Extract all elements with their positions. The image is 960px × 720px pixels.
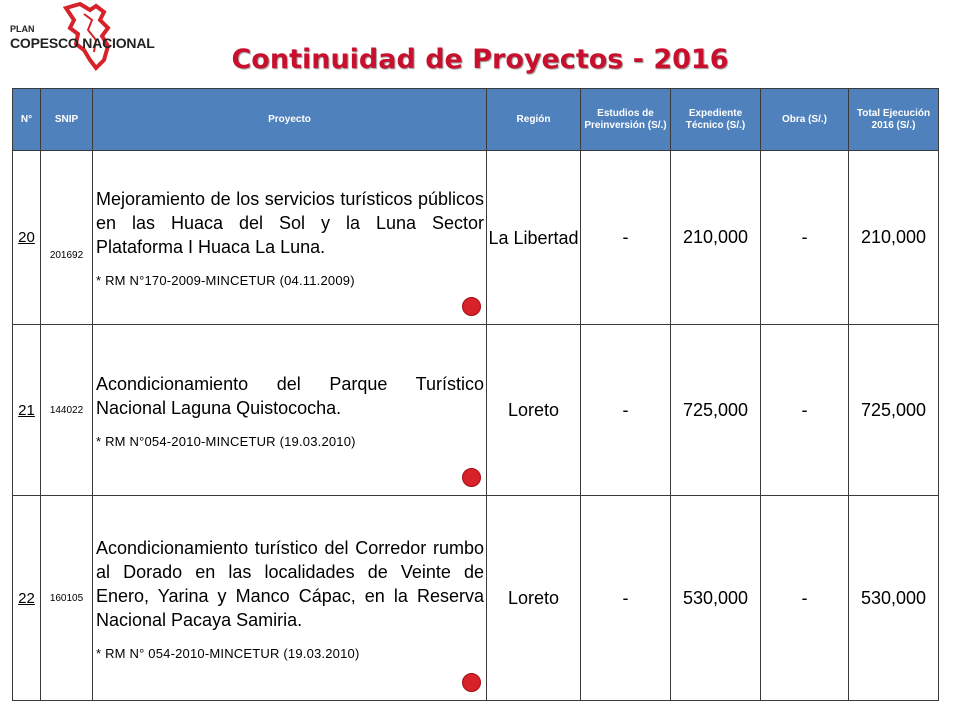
row-project: Mejoramiento de los servicios turísticos públicos en las Huaca del Sol y la Luna Sector Plataforma I Huaca La Luna. (96, 189, 484, 257)
row-estudios: - (581, 325, 671, 496)
row-project-cell (93, 325, 487, 496)
header-total: Total Ejecución 2016 (S/.) (849, 89, 939, 151)
header-obra: Obra (S/.) (761, 89, 849, 151)
row-region: Loreto (487, 496, 581, 701)
logo-plan: PLAN (10, 24, 35, 34)
header-region: Región (487, 89, 581, 151)
row-snip: 201692 (41, 151, 93, 325)
row-estudios: - (581, 496, 671, 701)
row-obra: - (761, 496, 849, 701)
row-obra: - (761, 325, 849, 496)
table-row (13, 496, 939, 701)
table-row (13, 151, 939, 325)
row-expediente: 210,000 (671, 151, 761, 325)
row-estudios: - (581, 151, 671, 325)
row-project-cell (93, 151, 487, 325)
row-num-link[interactable]: 20 (18, 229, 35, 246)
row-project: Acondicionamiento del Parque Turístico Nacional Laguna Quistococha. (96, 373, 484, 418)
row-rm: * RM N° 054-2010-MINCETUR (19.03.2010) (96, 645, 360, 661)
row-total: 210,000 (849, 151, 939, 325)
status-dot-icon (462, 468, 481, 487)
row-project: Acondicionamiento turístico del Corredor rumbo al Dorado en las localidades de Veinte de Enero, Yarina y Manco Cápac, en la Reserva Nacional Pacaya Samiria. (96, 537, 484, 630)
row-obra: - (761, 151, 849, 325)
projects-table (12, 88, 939, 701)
row-expediente: 530,000 (671, 496, 761, 701)
table-header-row (13, 89, 939, 151)
row-num-link[interactable]: 22 (18, 589, 35, 607)
row-region: Loreto (487, 325, 581, 496)
row-snip: 144022 (41, 325, 93, 496)
page-title: Continuidad de Proyectos - 2016 (231, 44, 729, 75)
header-snip: SNIP (41, 89, 93, 151)
status-dot-icon (462, 297, 481, 316)
header-num: N° (13, 89, 41, 151)
row-project-cell (93, 496, 487, 701)
row-total: 530,000 (849, 496, 939, 701)
header-estudios: Estudios de Preinversión (S/.) (581, 89, 671, 151)
row-snip: 160105 (41, 496, 93, 701)
status-dot-icon (462, 673, 481, 692)
row-rm: * RM N°054-2010-MINCETUR (19.03.2010) (96, 433, 356, 449)
logo-name: COPESCO NACIONAL (10, 35, 155, 51)
row-region: La Libertad (487, 151, 581, 325)
header-expediente: Expediente Técnico (S/.) (671, 89, 761, 151)
header-proyecto: Proyecto (93, 89, 487, 151)
row-rm: * RM N°170-2009-MINCETUR (04.11.2009) (96, 273, 355, 288)
table-row (13, 325, 939, 496)
row-num-link[interactable]: 21 (18, 401, 35, 419)
row-total: 725,000 (849, 325, 939, 496)
row-expediente: 725,000 (671, 325, 761, 496)
